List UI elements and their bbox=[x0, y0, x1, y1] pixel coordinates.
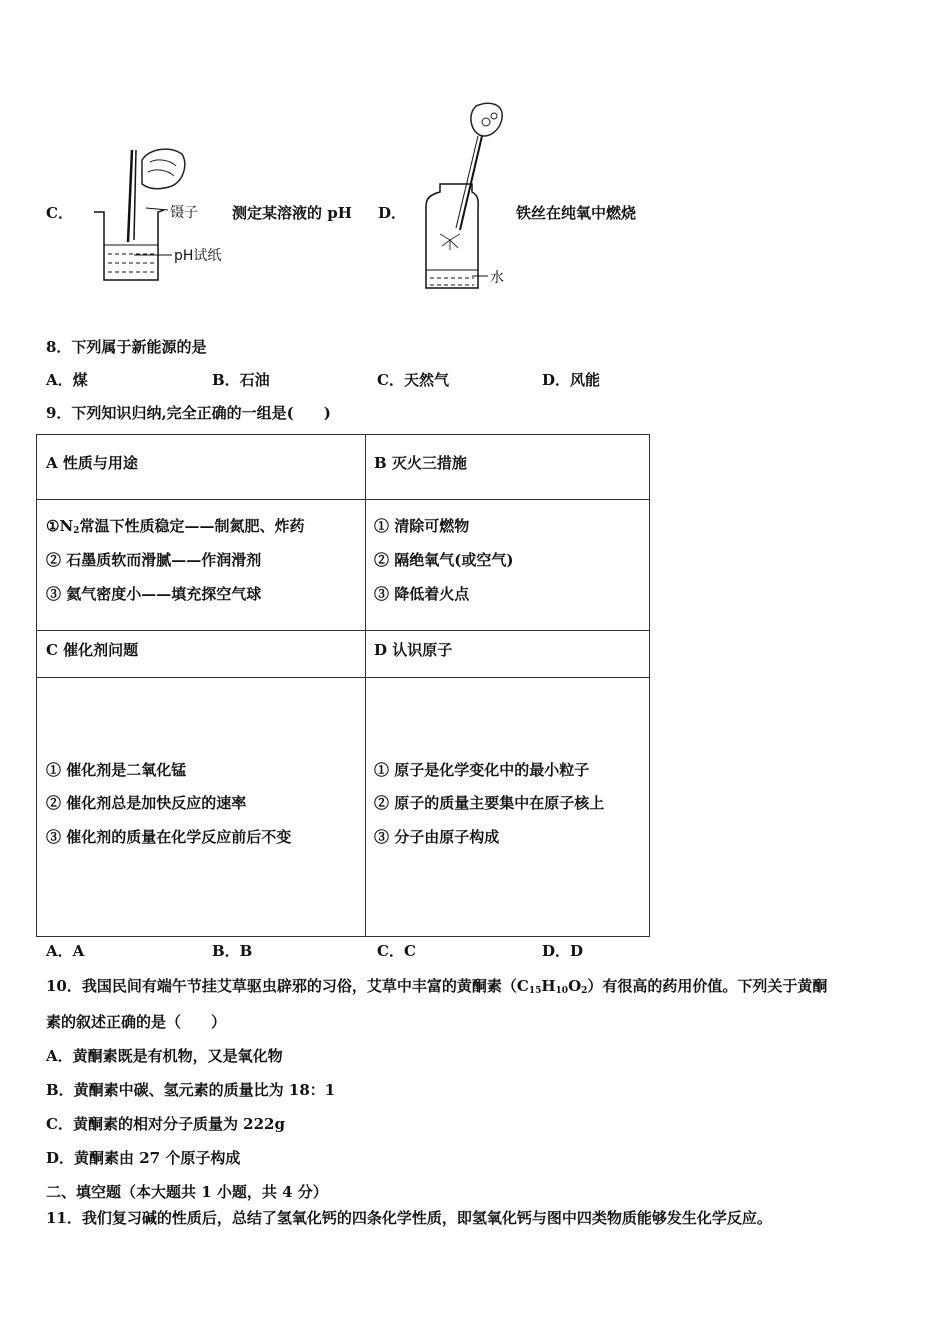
table-a-item-1: $①N_2$常温下性质稳定——制氮肥、炸药 bbox=[46, 517, 305, 536]
q8-option-c: C．天然气 bbox=[377, 371, 449, 389]
gas-bottle bbox=[426, 184, 478, 288]
q10-option-a: A．黄酮素既是有机物，又是氧化物 bbox=[46, 1047, 283, 1065]
table-b-item-1: ① 清除可燃物 bbox=[374, 517, 470, 535]
table-d-item-3: ③ 分子由原子构成 bbox=[374, 828, 500, 846]
q9-knowledge-table bbox=[36, 434, 650, 937]
section-2-title: 二、填空题（本大题共 1 小题，共 4 分） bbox=[46, 1183, 328, 1201]
table-d-item-2: ② 原子的质量主要集中在原子核上 bbox=[374, 794, 605, 812]
q7-d-text: 铁丝在纯氧中燃烧 bbox=[516, 204, 637, 222]
q9-option-c: C．C bbox=[377, 942, 416, 960]
table-b-item-2: ② 隔绝氧气(或空气) bbox=[374, 551, 514, 569]
q8-option-b: B．石油 bbox=[212, 371, 270, 389]
q7-c-label: C． bbox=[46, 204, 73, 222]
tweezers-label: 镊子 bbox=[170, 205, 198, 221]
q8-option-a: A．煤 bbox=[46, 371, 88, 389]
table-a-item-3: ③ 氦气密度小——填充探空气球 bbox=[46, 585, 262, 603]
q9-option-d: D．D bbox=[542, 942, 584, 960]
q9-option-a: A．A bbox=[46, 942, 85, 960]
q10-stem-line-1: 10．我国民间有端午节挂艾草驱虫辟邪的习俗，艾草中丰富的黄酮素$(C_{15}H_{10}O_2)$有很高的药用价值。下列关于黄酮 bbox=[46, 977, 828, 996]
q10-stem-line-2: 素的叙述正确的是（ ） bbox=[46, 1013, 227, 1031]
iron-burning-figure bbox=[420, 100, 570, 300]
table-c-item-1: ① 催化剂是二氧化锰 bbox=[46, 761, 187, 779]
hand-illustration bbox=[142, 149, 185, 189]
q9-stem: 9．下列知识归纳,完全正确的一组是( ) bbox=[46, 404, 331, 422]
table-head-c: C 催化剂问题 bbox=[46, 641, 139, 659]
q7-d-label: D． bbox=[378, 204, 407, 222]
q10-option-b: B．黄酮素中碳、氢元素的质量比为 18：1 bbox=[46, 1081, 336, 1099]
table-b-item-3: ③ 降低着火点 bbox=[374, 585, 470, 603]
spark bbox=[440, 234, 460, 250]
q7-c-text: 测定某溶液的 pH bbox=[232, 204, 352, 222]
q11-stem: 11．我们复习碱的性质后，总结了氢氧化钙的四条化学性质，即氢氧化钙与图中四类物质能够发生化学反应。 bbox=[46, 1209, 772, 1227]
ph-paper-label: pH试纸 bbox=[174, 248, 222, 264]
q8-option-d: D．风能 bbox=[542, 371, 601, 389]
table-a-item-2: ② 石墨质软而滑腻——作润滑剂 bbox=[46, 551, 262, 569]
water-label: 水 bbox=[490, 270, 504, 286]
q9-option-b: B．B bbox=[212, 942, 253, 960]
q10-option-c: C．黄酮素的相对分子质量为 222g bbox=[46, 1115, 285, 1133]
q8-stem: 8．下列属于新能源的是 bbox=[46, 338, 207, 356]
table-head-a: A 性质与用途 bbox=[46, 454, 138, 472]
q10-option-d: D．黄酮素由 27 个原子构成 bbox=[46, 1149, 241, 1167]
table-head-d: D 认识原子 bbox=[374, 641, 453, 659]
table-head-b: B 灭火三措施 bbox=[374, 454, 467, 472]
hand-illustration bbox=[471, 103, 502, 136]
table-c-item-3: ③ 催化剂的质量在化学反应前后不变 bbox=[46, 828, 292, 846]
table-d-item-1: ① 原子是化学变化中的最小粒子 bbox=[374, 761, 590, 779]
table-c-item-2: ② 催化剂总是加快反应的速率 bbox=[46, 794, 247, 812]
